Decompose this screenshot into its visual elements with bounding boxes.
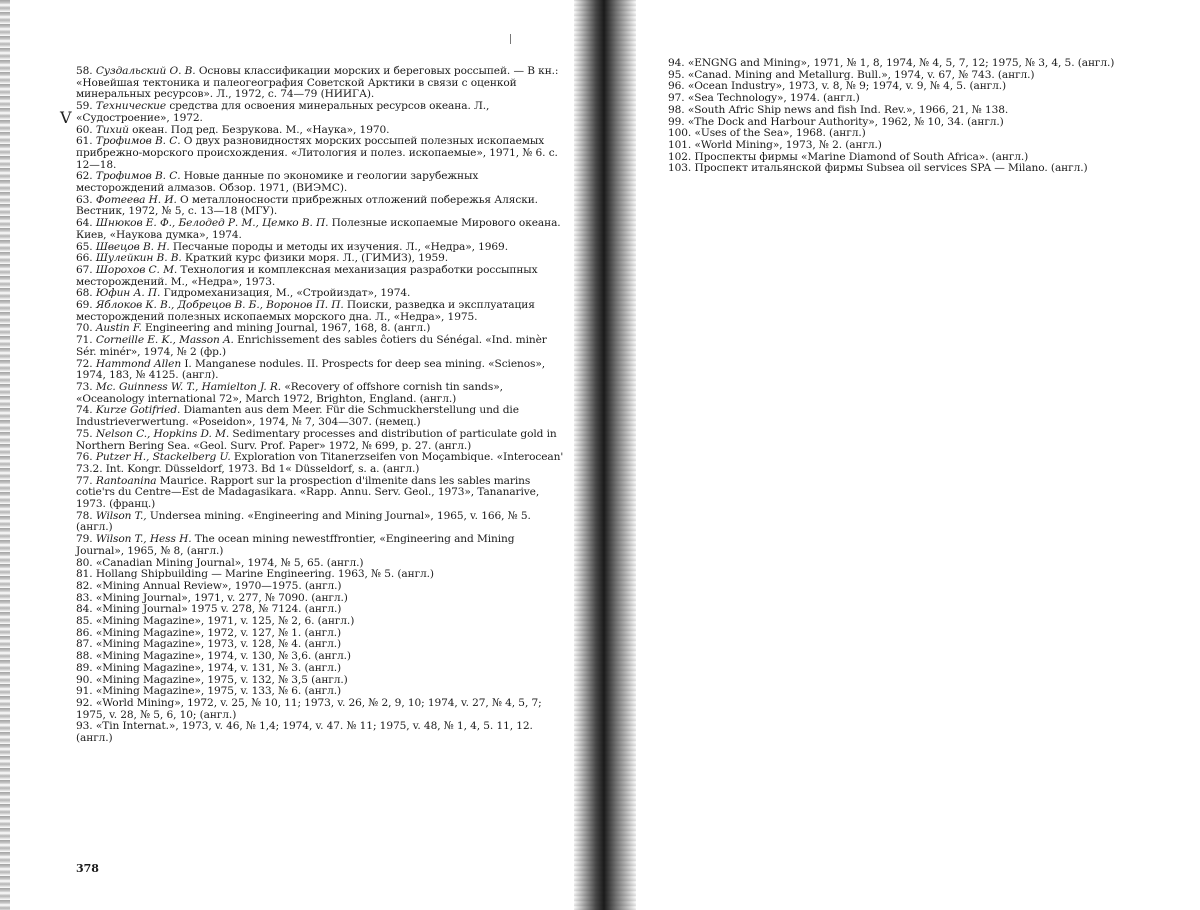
entry-number: 102. bbox=[668, 150, 692, 163]
bibliography-entry bbox=[76, 101, 564, 124]
entry-number: 91. bbox=[76, 685, 93, 698]
entry-number: 76. bbox=[76, 451, 93, 464]
entry-text: «Mining Magazine», 1973, v. 128, № 4. (англ.) bbox=[95, 638, 342, 651]
entry-text: Краткий курс физики моря. Л., (ГИМИЗ), 1959. bbox=[181, 252, 449, 265]
entry-number: 96. bbox=[668, 80, 685, 93]
bibliography-entry bbox=[76, 429, 564, 452]
bibliography-entry bbox=[76, 476, 564, 511]
entry-author: Nelson C., Hopkins D. M. bbox=[95, 427, 230, 440]
entry-number: 99. bbox=[668, 115, 685, 128]
entry-author: Юфин А. П. bbox=[95, 287, 161, 300]
entry-number: 74. bbox=[76, 404, 93, 417]
entry-text: «Mining Journal», 1971, v. 277, № 7090. (англ.) bbox=[95, 591, 348, 604]
entry-author: Rantoanina bbox=[95, 474, 157, 487]
entry-author: Putzer H., Stackelberg U. bbox=[95, 451, 231, 464]
entry-text: «Mining Magazine», 1974, v. 130, № 3,6. (англ.) bbox=[95, 650, 351, 663]
entry-author: Суздальский О. В. bbox=[95, 65, 196, 77]
entry-author: Hammond Allen bbox=[95, 357, 182, 370]
entry-number: 85. bbox=[76, 615, 93, 628]
entry-text: «Mining Magazine», 1974, v. 131, № 3. (англ.) bbox=[95, 661, 342, 674]
entry-text: О двух разновидностях морских россыпей полезных ископаемых прибрежно-морского происхождения. «Литология и полез. ископаемые», 1971, № 6. с. 12—18. bbox=[76, 135, 558, 171]
entry-text: Hollang Shipbuilding — Marine Engineering. 1963, № 5. (англ.) bbox=[95, 568, 434, 581]
entry-number: 93. bbox=[76, 720, 93, 733]
entry-number: 73. bbox=[76, 380, 93, 393]
entry-text: Enrichissement des sables ĉotiers du Sénégal. «Ind. minèr Sér. minér», 1974, № 2 (фр.) bbox=[76, 334, 547, 358]
entry-number: 70. bbox=[76, 322, 93, 335]
entry-number: 92. bbox=[76, 696, 93, 709]
entry-author: Шорохов С. М. bbox=[95, 263, 178, 276]
entry-number: 64. bbox=[76, 217, 93, 230]
entry-number: 90. bbox=[76, 673, 93, 686]
entry-author: Яблоков К. В., Добрецов В. Б., Воронов П. П. bbox=[95, 299, 344, 312]
entry-author: Технические bbox=[95, 100, 167, 113]
entry-number: 71. bbox=[76, 334, 93, 347]
entry-text: «ENGNG and Mining», 1971, № 1, 8, 1974, № 4, 5, 7, 12; 1975, № 3, 4, 5. (англ.) bbox=[687, 57, 1115, 69]
entry-number: 61. bbox=[76, 135, 93, 148]
entry-text: «Uses of the Sea», 1968. (англ.) bbox=[694, 127, 866, 140]
entry-author: Трофимов В. С. bbox=[95, 170, 181, 183]
entry-number: 67. bbox=[76, 263, 93, 276]
entry-text: Основы классификации морских и береговых россыпей. — В кн.: «Новейшая тектоника и палеогеография Советской Арктики в связи с оценкой минеральных ресурсов». Л., 1972, с. 74—79 (НИИГА). bbox=[76, 65, 559, 101]
entry-number: 63. bbox=[76, 193, 93, 206]
bibliography-entry bbox=[76, 698, 564, 721]
entry-text: «The Dock and Harbour Authority», 1962, № 10, 34. (англ.) bbox=[687, 115, 1004, 128]
entry-number: 101. bbox=[668, 138, 692, 151]
bibliography-entry bbox=[76, 300, 564, 323]
entry-number: 88. bbox=[76, 650, 93, 663]
entry-text: Exploration von Titanerzseifen von Moçambique. «Interocean' 73.2. Int. Kongr. Düsseldorf, 1973. Bd 1« Düsseldorf, s. a. (англ.) bbox=[76, 451, 564, 475]
entry-text: «Ocean Industry», 1973, v. 8, № 9; 1974, v. 9, № 4, 5. (англ.) bbox=[687, 80, 1007, 93]
entry-number: 83. bbox=[76, 591, 93, 604]
margin-check-mark: V bbox=[60, 108, 72, 127]
entry-author: Mc. Guinness W. T., Hamielton J. R. bbox=[95, 380, 282, 393]
scan-mark bbox=[510, 34, 511, 44]
entry-author: Corneille E. K., Masson A. bbox=[95, 334, 234, 347]
entry-text: «Mining Journal» 1975 v. 278, № 7124. (англ.) bbox=[95, 603, 342, 616]
entry-number: 79. bbox=[76, 533, 93, 546]
entry-author: Фотеева Н. И. bbox=[95, 193, 177, 206]
entry-number: 97. bbox=[668, 92, 685, 105]
bibliography-entry bbox=[76, 66, 564, 101]
entry-text: «World Mining», 1973, № 2. (англ.) bbox=[694, 138, 882, 151]
entry-number: 75. bbox=[76, 427, 93, 440]
entry-text: «Mining Magazine», 1971, v. 125, № 2, 6. (англ.) bbox=[95, 615, 355, 628]
bibliography-entry bbox=[76, 265, 564, 288]
entry-number: 58. bbox=[76, 65, 93, 77]
entry-number: 80. bbox=[76, 556, 93, 569]
bibliography-entry bbox=[76, 405, 564, 428]
bibliography-entry bbox=[76, 721, 564, 744]
entry-text: «World Mining», 1972, v. 25, № 10, 11; 1973, v. 26, № 2, 9, 10; 1974, v. 27, № 4, 5, 7; 1975, v. 28, № 5, 6, 10; (англ.) bbox=[76, 696, 542, 721]
entry-number: 77. bbox=[76, 474, 93, 487]
bibliography-entry bbox=[76, 534, 564, 557]
entry-text: Новые данные по экономике и геологии зарубежных месторождений алмазов. Обзор. 1971, (ВИЭМС). bbox=[76, 170, 479, 195]
entry-number: 89. bbox=[76, 661, 93, 674]
entry-number: 87. bbox=[76, 638, 93, 651]
bibliography-entry bbox=[76, 136, 564, 171]
entry-number: 59. bbox=[76, 100, 93, 113]
entry-number: 81. bbox=[76, 568, 93, 581]
entry-text: «Tin Internat.», 1973, v. 46, № 1,4; 1974, v. 47. № 11; 1975, v. 48, № 1, 4, 5. 11, 12. (англ.) bbox=[76, 720, 533, 745]
entry-text: О металлоносности прибрежных отложений побережья Аляски. Вестник, 1972, № 5, с. 13—18 (МГУ). bbox=[76, 193, 538, 218]
entry-number: 69. bbox=[76, 299, 93, 312]
bibliography-entry bbox=[76, 195, 564, 218]
page-number: 378 bbox=[76, 862, 99, 875]
entry-text: «Mining Magazine», 1975, v. 133, № 6. (англ.) bbox=[95, 685, 342, 698]
bibliography-entry bbox=[76, 335, 564, 358]
entry-number: 98. bbox=[668, 103, 685, 116]
entry-text: Engineering and mining Journal, 1967, 168, 8. (англ.) bbox=[141, 322, 431, 335]
entry-text: «Canadian Mining Journal», 1974, № 5, 65. (англ.) bbox=[95, 556, 364, 569]
bibliography-entry bbox=[76, 382, 564, 405]
bibliography-entry bbox=[76, 359, 564, 382]
entry-number: 86. bbox=[76, 626, 93, 639]
entry-text: Maurice. Rapport sur la prospection d'ilmenite dans les sables marins cotie'rs du Centre—Est de Madagasikara. «Rapp. Annu. Serv. Geol., 1973», Tananarive, 1973. (франц.) bbox=[76, 474, 540, 511]
entry-author: Швецов В. Н. bbox=[95, 240, 170, 253]
entry-text: Проспект итальянской фирмы Subsea oil services SPA — Milano. (англ.) bbox=[694, 162, 1088, 175]
entry-text: I. Manganese nodules. II. Prospects for deep sea mining. «Scienos», 1974, 183, № 4125. (англ). bbox=[76, 357, 545, 382]
entry-text: Гидромеханизация, М., «Стройиздат», 1974. bbox=[160, 287, 411, 300]
book-spine-shadow bbox=[574, 0, 636, 910]
entry-number: 72. bbox=[76, 357, 93, 370]
entry-number: 66. bbox=[76, 252, 93, 265]
entry-number: 84. bbox=[76, 603, 93, 616]
entry-author: Шнюков Е. Ф., Белодед Р. М., Цемко В. П. bbox=[95, 217, 329, 230]
bibliography-entry bbox=[76, 511, 564, 534]
bibliography-entry bbox=[76, 171, 564, 194]
entry-number: 82. bbox=[76, 579, 93, 592]
entry-number: 94. bbox=[668, 57, 685, 69]
entry-text: Sedimentary processes and distribution of particulate gold in Northern Bering Sea. «Geol. Surv. Prof. Paper» 1972, № 699, p. 27. (англ.) bbox=[76, 427, 557, 452]
entry-text: «Mining Magazine», 1975, v. 132, № 3,5 (англ.) bbox=[95, 673, 348, 686]
entry-number: 100. bbox=[668, 127, 692, 140]
entry-text: «Mining Annual Review», 1970—1975. (англ.) bbox=[95, 579, 342, 592]
entry-text: средства для освоения минеральных ресурсов океана. Л., «Судостроение», 1972. bbox=[76, 100, 490, 124]
bibliography-entry bbox=[76, 452, 564, 475]
entry-text: «Sea Technology», 1974. (англ.) bbox=[687, 92, 860, 105]
entry-text: The ocean mining newestffrontier, «Engineering and Mining Journal», 1965, № 8, (англ.) bbox=[76, 533, 515, 557]
entry-number: 68. bbox=[76, 287, 93, 300]
entry-text: Песчаные породы и методы их изучения. Л., «Недра», 1969. bbox=[169, 240, 508, 253]
entry-text: «South Afric Ship news and fish Ind. Rev.», 1966, 21, № 138. bbox=[687, 103, 1009, 116]
entry-author: Wilson T., Hess H. bbox=[95, 533, 192, 546]
entry-text: Diamanten aus dem Meer. Für die Schmuckherstellung und die Industrieverwertung. «Poseidon», 1974, № 7, 304—307. (немец.) bbox=[76, 404, 519, 429]
entry-text: «Mining Magazine», 1972, v. 127, № 1. (англ.) bbox=[95, 626, 342, 639]
entry-text: Проспекты фирмы «Marine Diamond of South Africa». (англ.) bbox=[694, 150, 1029, 163]
entry-author: Wilson T., bbox=[95, 509, 147, 522]
entry-author: Трофимов В. С. bbox=[95, 135, 181, 148]
entry-text: океан. Под ред. Безрукова. М., «Наука», 1970. bbox=[128, 123, 390, 136]
entry-text: «Canad. Mining and Metallurg. Bull.», 1974, v. 67, № 743. (англ.) bbox=[687, 68, 1035, 81]
scan-edge-shadow bbox=[0, 0, 10, 910]
entry-number: 78. bbox=[76, 509, 93, 522]
bibliography-right-column bbox=[668, 58, 1158, 175]
bibliography-entry bbox=[76, 218, 564, 241]
entry-text: Технология и комплексная механизация разработки россыпных месторождений. М., «Недра», 1973. bbox=[76, 263, 538, 288]
entry-author: Kurze Gotifried. bbox=[95, 404, 181, 417]
bibliography-left-column bbox=[76, 66, 564, 745]
entry-number: 95. bbox=[668, 68, 685, 81]
entry-number: 103. bbox=[668, 162, 692, 175]
bibliography-entry bbox=[668, 163, 1158, 175]
entry-text: Поиски, разведка и эксплуатация месторождений полезных ископаемых морского дна. Л., «Недра», 1975. bbox=[76, 299, 535, 323]
entry-text: Полезные ископаемые Мирового океана. Киев, «Наукова думка», 1974. bbox=[76, 217, 561, 241]
entry-number: 62. bbox=[76, 170, 93, 183]
entry-author: Шулейкин В. В. bbox=[95, 252, 182, 265]
entry-number: 60. bbox=[76, 123, 93, 136]
entry-text: «Recovery of offshore cornish tin sands», «Oceanology international 72», March 1972, Brighton, England. (англ.) bbox=[76, 380, 503, 405]
entry-text: Undersea mining. «Engineering and Mining Journal», 1965, v. 166, № 5. (англ.) bbox=[76, 509, 531, 534]
entry-number: 65. bbox=[76, 240, 93, 253]
entry-author: Тихий bbox=[95, 123, 129, 136]
entry-author: Austin F. bbox=[95, 322, 142, 335]
